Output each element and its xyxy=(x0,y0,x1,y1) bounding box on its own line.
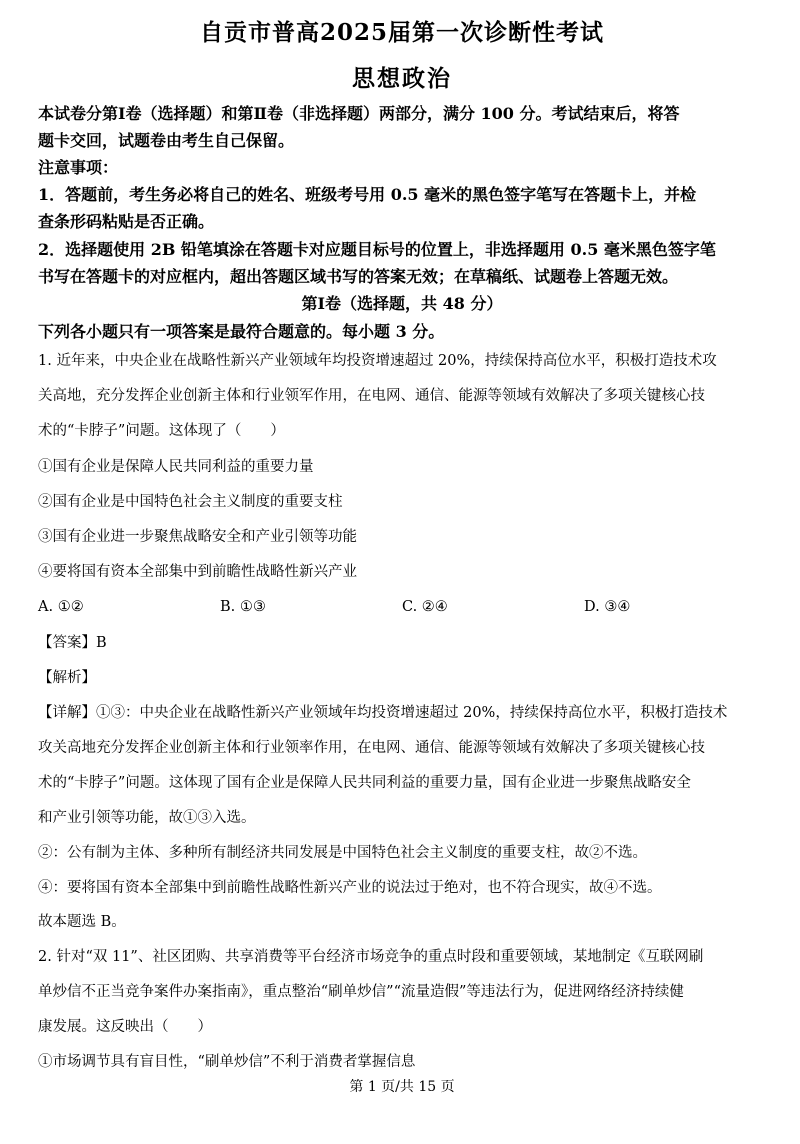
question-1-stem: 1. 近年来，中央企业在战略性新兴产业领域年均投资增速超过 20%，持续保持高位水平，积极打造技术攻 xyxy=(38,353,717,369)
option-d: D. ③④ xyxy=(584,599,631,615)
question-1-statement: ①国有企业是保障人民共同利益的重要力量 xyxy=(38,459,314,475)
analysis-label: 【解析】 xyxy=(38,670,96,686)
question-1-statement: ③国有企业进一步聚焦战略安全和产业引领等功能 xyxy=(38,529,357,545)
notice-heading: 注意事项： xyxy=(38,158,119,177)
notice-item: 查条形码粘贴是否正确。 xyxy=(38,212,215,231)
question-2-stem: 2. 针对“双 11”、社区团购、共享消费等平台经济市场竞争的重点时段和重要领域，某地制定《互联网刷 xyxy=(38,949,704,965)
detail-line: 攻关高地充分发挥企业创新主体和行业领率作用，在电网、通信、能源等领域有效解决了多项关键核心技 xyxy=(38,740,705,756)
detail-line: ④：要将国有资本全部集中到前瞻性战略性新兴产业的说法过于绝对，也不符合现实，故④不选。 xyxy=(38,880,662,896)
section-instruction: 下列各小题只有一项答案是最符合题意的。每小题 3 分。 xyxy=(38,322,445,341)
question-2-statement: ①市场调节具有盲目性，“刷单炒信”不利于消费者掌握信息 xyxy=(38,1054,416,1070)
option-a: A. ①② xyxy=(38,599,84,615)
question-1-stem: 关高地，充分发挥企业创新主体和行业领军作用，在电网、通信、能源等领域有效解决了多项关键核心技 xyxy=(38,388,705,404)
detail-conclusion: 故本题选 B。 xyxy=(38,914,126,930)
detail-line: ②：公有制为主体、多种所有制经济共同发展是中国特色社会主义制度的重要支柱，故②不选。 xyxy=(38,845,647,861)
detail-line: 【详解】①③：中央企业在战略性新兴产业领域年均投资增速超过 20%，持续保持高位水平，积极打造技术 xyxy=(38,705,728,721)
answer-label: 【答案】B xyxy=(38,635,107,651)
option-b: B. ①③ xyxy=(220,599,266,615)
detail-line: 术的“卡脖子”问题。这体现了国有企业是保障人民共同利益的重要力量，国有企业进一步聚焦战略安全 xyxy=(38,775,691,791)
notice-item: 2．选择题使用 2B 铅笔填涂在答题卡对应题目标号的位置上，非选择题用 0.5 毫米黑色签字笔 xyxy=(38,240,716,259)
intro-line: 题卡交回，试题卷由考生自己保留。 xyxy=(38,131,295,150)
subject-title: 思想政治 xyxy=(352,65,452,92)
option-c: C. ②④ xyxy=(402,599,448,615)
question-2-stem: 康发展。这反映出（ ） xyxy=(38,1019,212,1035)
exam-title: 自贡市普高2025届第一次诊断性考试 xyxy=(199,19,604,46)
question-1-stem: 术的“卡脖子”问题。这体现了（ ） xyxy=(38,423,285,439)
question-1-statement: ②国有企业是中国特色社会主义制度的重要支柱 xyxy=(38,494,343,510)
notice-item: 书写在答题卡的对应框内，超出答题区域书写的答案无效；在草稿纸、试题卷上答题无效。 xyxy=(38,267,679,286)
page-footer: 第 1 页/共 15 页 xyxy=(349,1079,455,1095)
exam-page xyxy=(38,0,766,1144)
question-1-statement: ④要将国有资本全部集中到前瞻性战略性新兴产业 xyxy=(38,564,357,580)
detail-line: 和产业引领等功能，故①③入选。 xyxy=(38,810,256,826)
section-title: 第Ⅰ卷（选择题，共 48 分） xyxy=(301,294,503,313)
notice-item: 1．答题前，考生务必将自己的姓名、班级考号用 0.5 毫米的黑色签字笔写在答题卡上，并检 xyxy=(38,185,697,204)
question-2-stem: 单炒信不正当竞争案件办案指南》，重点整治“刷单炒信”“流量造假”等违法行为，促进网络经济持续健 xyxy=(38,984,684,1000)
intro-line: 本试卷分第Ⅰ卷（选择题）和第Ⅱ卷（非选择题）两部分，满分 100 分。考试结束后，将答 xyxy=(38,104,680,123)
